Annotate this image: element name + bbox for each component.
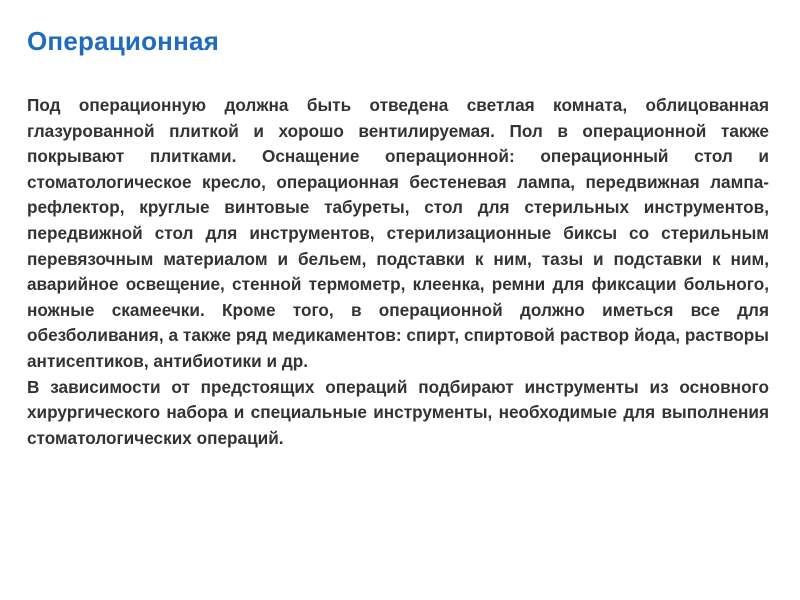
slide-body	[27, 93, 769, 451]
paragraph-equipment: Под операционную должна быть отведена светлая комната, облицованная глазурованной плиткой и хорошо вентилируемая. Пол в операционной также покрывают плитками. Оснащение операционной: операционный стол и стоматологическое кресло, операционная бестеневая лампа, передвижная лампа-рефлектор, круглые винтовые табуреты, стол для стерильных инструментов, передвижной стол для инструментов, стерилизационные биксы со стерильным перевязочным материалом и бельем, подставки к ним, тазы и подставки к ним, аварийное освещение, стенной термометр, клеенка, ремни для фиксации больного, ножные скамеечки. Кроме того, в операционной должно иметься все для обезболивания, а также ряд медикаментов: спирт, спиртовой раствор йода, растворы антисептиков, антибиотики и др.	[27, 95, 769, 371]
paragraph-instruments: В зависимости от предстоящих операций подбирают инструменты из основного хирургического набора и специальные инструменты, необходимые для выполнения стоматологических операций.	[27, 376, 769, 448]
slide-title: Операционная	[27, 26, 220, 56]
